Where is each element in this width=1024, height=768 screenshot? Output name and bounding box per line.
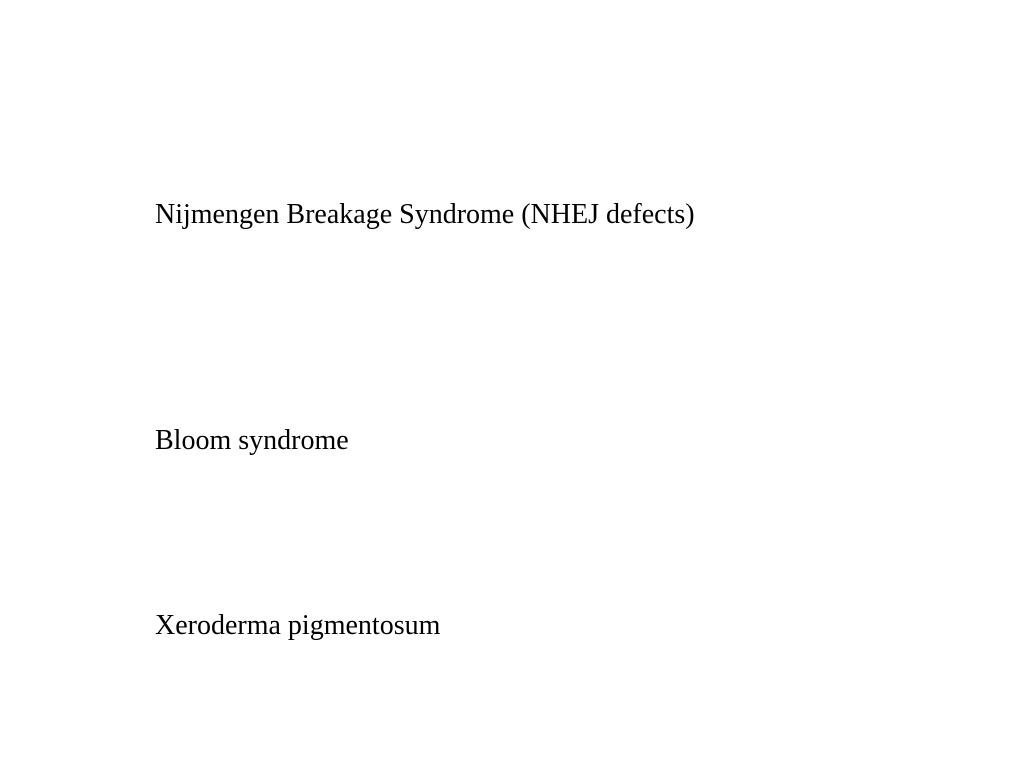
syndrome-item-xeroderma: Xeroderma pigmentosum	[155, 610, 441, 641]
syndrome-item-nijmegen: Nijmengen Breakage Syndrome (NHEJ defects)	[155, 199, 695, 230]
syndrome-item-bloom: Bloom syndrome	[155, 425, 349, 456]
